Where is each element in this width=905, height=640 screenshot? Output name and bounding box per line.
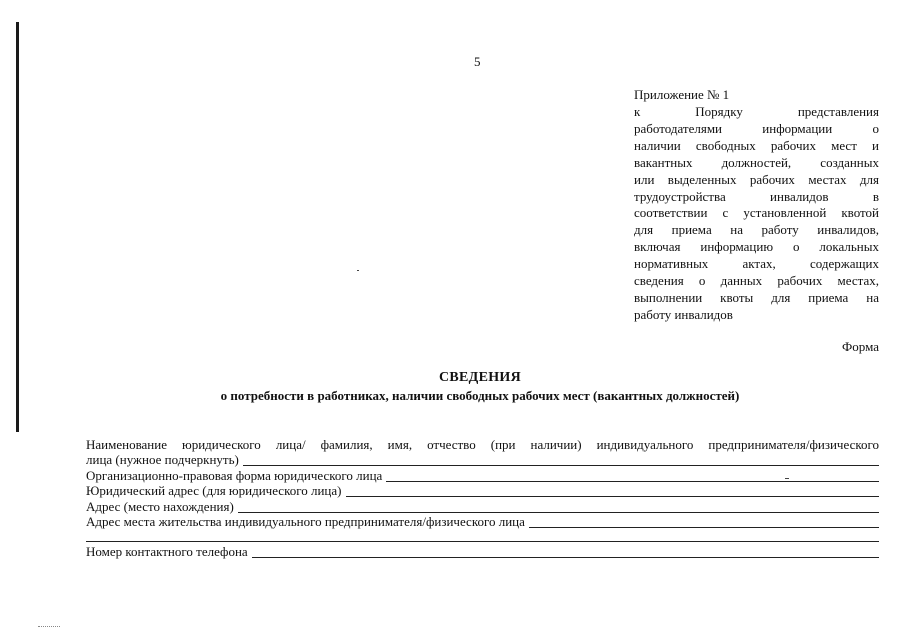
phone-input-line[interactable] xyxy=(252,545,879,558)
address-location-input-line[interactable] xyxy=(238,500,879,513)
legal-form-label: Организационно-правовая форма юридического лица xyxy=(86,467,383,483)
appendix-line: работу инвалидов xyxy=(634,306,733,322)
name-label: Наименование юридического лица/ фамилия, имя, отчество (при наличии) индивидуального предпринимателя/физического xyxy=(86,436,879,452)
legal-address-label: Юридический адрес (для юридического лица) xyxy=(86,483,342,498)
appendix-line: трудоустройства инвалидов в xyxy=(634,188,879,204)
form-label: Форма xyxy=(842,339,879,354)
residence-address-row-2 xyxy=(86,529,879,543)
appendix-line: к Порядку представления xyxy=(634,104,879,119)
scan-speck xyxy=(357,270,359,271)
appendix-line: соответствии с установленной квотой xyxy=(634,205,879,221)
phone-row xyxy=(86,543,879,559)
legal-form-input-line[interactable] xyxy=(386,469,879,482)
name-input-line[interactable] xyxy=(243,453,879,466)
legal-address-input-line[interactable] xyxy=(346,484,880,497)
residence-address-input-line-2[interactable] xyxy=(86,529,879,542)
appendix-line: или выделенных рабочих местах для xyxy=(634,171,879,187)
address-location-label: Адрес (место нахождения) xyxy=(86,498,234,514)
residence-address-row xyxy=(86,514,879,530)
name-row-1 xyxy=(86,436,879,452)
legal-address-row xyxy=(86,483,879,499)
name-row-2 xyxy=(86,452,879,468)
form-fields xyxy=(86,436,879,559)
document-subtitle: о потребности в работниках, наличии свободных рабочих мест (вакантных должностей) xyxy=(220,388,740,403)
name-label-cont: лица (нужное подчеркнуть) xyxy=(86,452,239,467)
appendix-line: включая информацию о локальных xyxy=(634,239,879,255)
scan-speck xyxy=(38,626,60,628)
appendix-line: работодателями информации о xyxy=(634,120,879,136)
appendix-line: сведения о данных рабочих местах, xyxy=(634,273,879,289)
appendix-line: для приема на работу инвалидов, xyxy=(634,222,879,238)
page-number: 5 xyxy=(474,54,481,69)
appendix-title: Приложение № 1 xyxy=(634,87,730,102)
phone-label: Номер контактного телефона xyxy=(86,543,248,559)
appendix-line: наличии свободных рабочих мест и xyxy=(634,137,879,153)
appendix-text xyxy=(634,104,879,324)
document-title: СВЕДЕНИЯ xyxy=(438,370,522,385)
residence-address-input-line[interactable] xyxy=(529,515,879,528)
address-location-row xyxy=(86,498,879,514)
appendix-line: нормативных актах, содержащих xyxy=(634,256,879,272)
legal-form-row xyxy=(86,467,879,483)
residence-address-label: Адрес места жительства индивидуального предпринимателя/физического лица xyxy=(86,514,525,529)
appendix-line: вакантных должностей, созданных xyxy=(634,154,879,170)
appendix-line: выполнении квоты для приема на xyxy=(634,289,879,305)
